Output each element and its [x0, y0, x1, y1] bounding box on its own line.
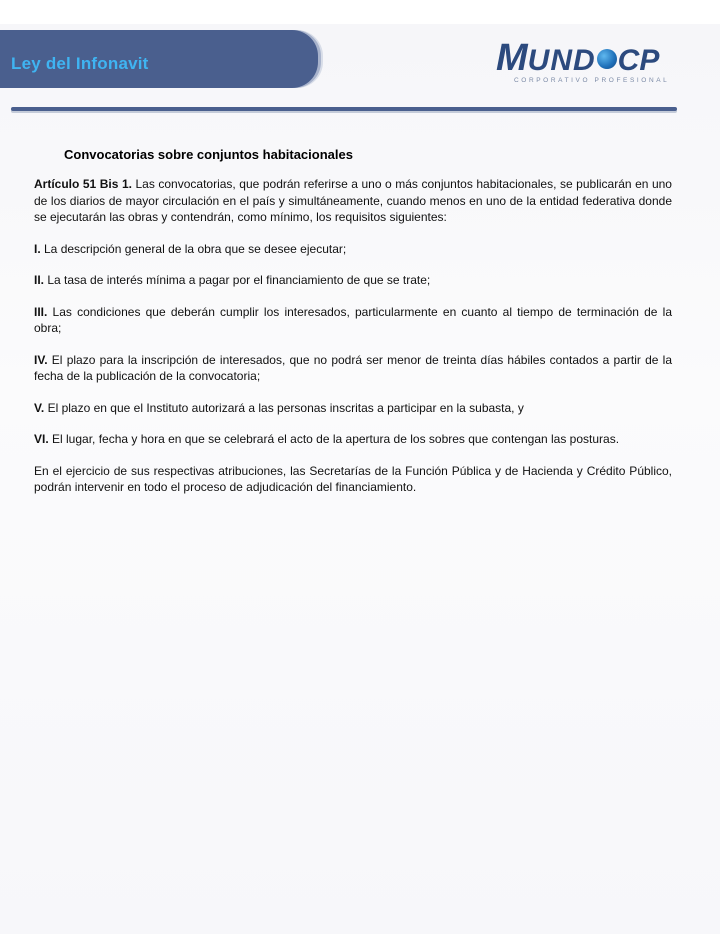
- paragraph-text: Las condiciones que deberán cumplir los interesados, particularmente en cuanto al tiempo de terminación de la obra;: [34, 304, 672, 335]
- header-divider: [11, 107, 677, 111]
- paragraph-lead: VI.: [34, 432, 49, 446]
- paragraph-item-ii: [34, 272, 672, 289]
- logo-cp: CP: [617, 44, 660, 77]
- header-title: Ley del Infonavit: [11, 54, 149, 73]
- mundocp-logo: [496, 38, 686, 90]
- paragraph-text: Las convocatorias, que podrán referirse a uno o más conjuntos habitacionales, se publicarán en uno de los diarios de mayor circulación en el país y simultáneamente, cuando menos en uno de la entidad federativa donde se ejecutarán las obras y contendrán, como mínimo, los requisitos siguientes:: [34, 177, 672, 224]
- paragraph-text: La descripción general de la obra que se desee ejecutar;: [40, 241, 347, 256]
- logo-subtitle: CORPORATIVO PROFESIONAL: [514, 77, 670, 84]
- section-title: Convocatorias sobre conjuntos habitacionales: [64, 147, 353, 162]
- paragraph-text: En el ejercicio de sus respectivas atribuciones, las Secretarías de la Función Pública y de Hacienda y Crédito Público, podrán intervenir en todo el proceso de adjudicación del financiamiento.: [34, 463, 672, 494]
- paragraph-item-v: [34, 400, 672, 417]
- globe-icon: [597, 49, 617, 69]
- paragraph-text: La tasa de interés mínima a pagar por el financiamiento de que se trate;: [44, 273, 431, 287]
- paragraph-text: El plazo en que el Instituto autorizará a las personas inscritas a participar en la subasta, y: [44, 400, 524, 415]
- paragraph-item-i: [34, 241, 672, 258]
- paragraph-lead: I.: [34, 241, 41, 256]
- logo-wordmark: [496, 38, 659, 81]
- paragraph-item-iv: [34, 352, 672, 385]
- paragraph-lead: III.: [34, 304, 48, 319]
- logo-undo: UND: [527, 44, 596, 77]
- paragraph-lead: V.: [34, 400, 45, 415]
- paragraph-text: El lugar, fecha y hora en que se celebrará el acto de la apertura de los sobres que contengan las posturas.: [48, 432, 620, 446]
- logo-m: M: [496, 37, 528, 79]
- paragraph-lead: IV.: [34, 352, 48, 367]
- paragraph-articulo: [34, 176, 672, 226]
- paragraph-lead: II.: [34, 273, 45, 287]
- paragraph-item-vi: [34, 431, 672, 448]
- paragraph-closing: [34, 463, 672, 496]
- paragraph-lead: Artículo 51 Bis 1.: [34, 177, 132, 191]
- paragraph-item-iii: [34, 304, 672, 337]
- document-body: [34, 176, 672, 511]
- paragraph-text: El plazo para la inscripción de interesados, que no podrá ser menor de treinta días hábiles contados a partir de la fecha de la publicación de la convocatoria;: [34, 352, 672, 383]
